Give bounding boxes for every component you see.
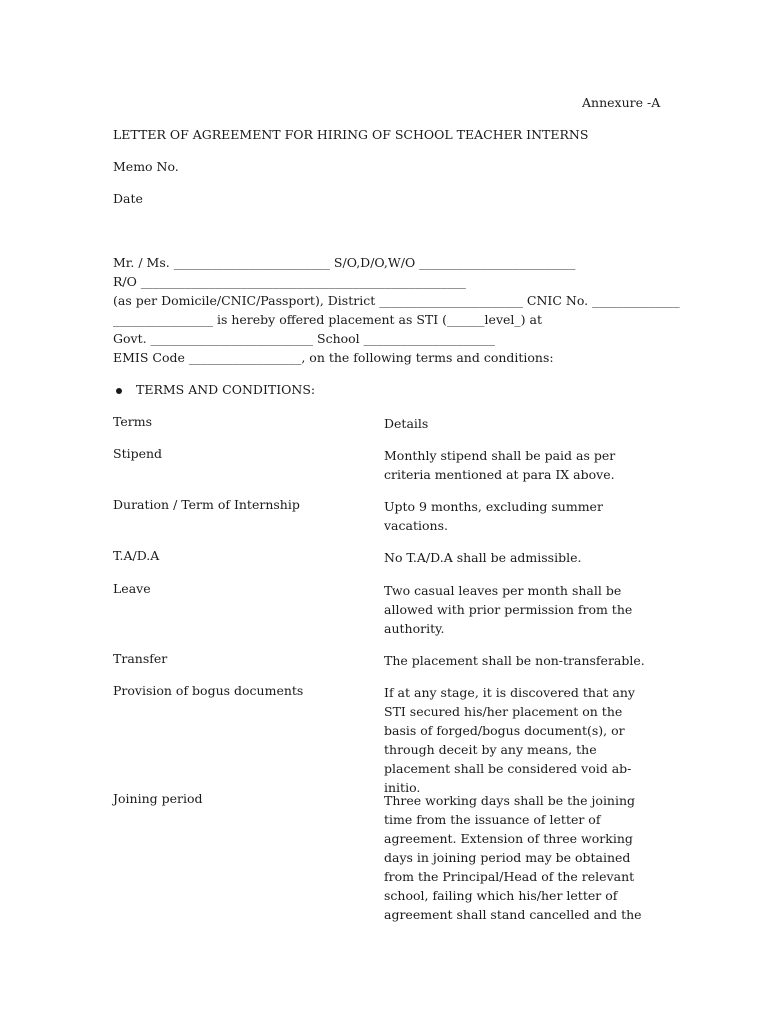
section-heading: TERMS AND CONDITIONS: [136, 382, 316, 397]
memo-number: Memo No. [113, 159, 179, 174]
form-line-district: (as per Domicile/CNIC/Passport), District _______________________ CNIC No. ______________ [113, 293, 680, 308]
annexure-label: Annexure -A [582, 95, 661, 110]
table-header-detail: Details [384, 416, 429, 431]
date-label: Date [113, 191, 143, 206]
term-leave: Leave [113, 581, 151, 596]
term-joining-period: Joining period [113, 791, 203, 806]
detail-stipend: Monthly stipend shall be paid as per criteria mentioned at para IX above. [384, 448, 616, 482]
term-bogus-documents: Provision of bogus documents [113, 683, 304, 698]
document-title: LETTER OF AGREEMENT FOR HIRING OF SCHOOL TEACHER INTERNS [113, 127, 589, 142]
term-tada: T.A/D.A [113, 548, 160, 563]
term-stipend: Stipend [113, 446, 163, 461]
detail-leave: Two casual leaves per month shall be allowed with prior permission from the authority. [384, 583, 633, 636]
form-line-school: Govt. __________________________ School _____________________ [113, 331, 495, 346]
detail-bogus-documents: If at any stage, it is discovered that any STI secured his/her placement on the basis of forged/bogus document(s), or through deceit by any means, the placement shall be considered void ab-initio. [384, 685, 635, 795]
detail-transfer: The placement shall be non-transferable. [384, 653, 645, 668]
bullet-icon [116, 388, 122, 394]
form-line-residence: R/O ____________________________________________________ [113, 274, 466, 289]
detail-duration: Upto 9 months, excluding summer vacations. [384, 499, 603, 533]
form-line-placement: ________________ is hereby offered placement as STI (______level_) at [113, 312, 542, 327]
term-transfer: Transfer [113, 651, 168, 666]
form-line-emis: EMIS Code __________________, on the following terms and conditions: [113, 350, 554, 365]
form-line-name: Mr. / Ms. _________________________ S/O,D/O,W/O _________________________ [113, 255, 576, 270]
table-header-term: Terms [113, 414, 153, 429]
detail-tada: No T.A/D.A shall be admissible. [384, 550, 582, 565]
detail-joining-period: Three working days shall be the joining time from the issuance of letter of agreement. Extension of three working days in joining period may be obtained from the Principal/Head of the relevant school, failing which his/her letter of agreement shall stand cancelled and the [384, 793, 642, 922]
term-duration: Duration / Term of Internship [113, 497, 300, 512]
